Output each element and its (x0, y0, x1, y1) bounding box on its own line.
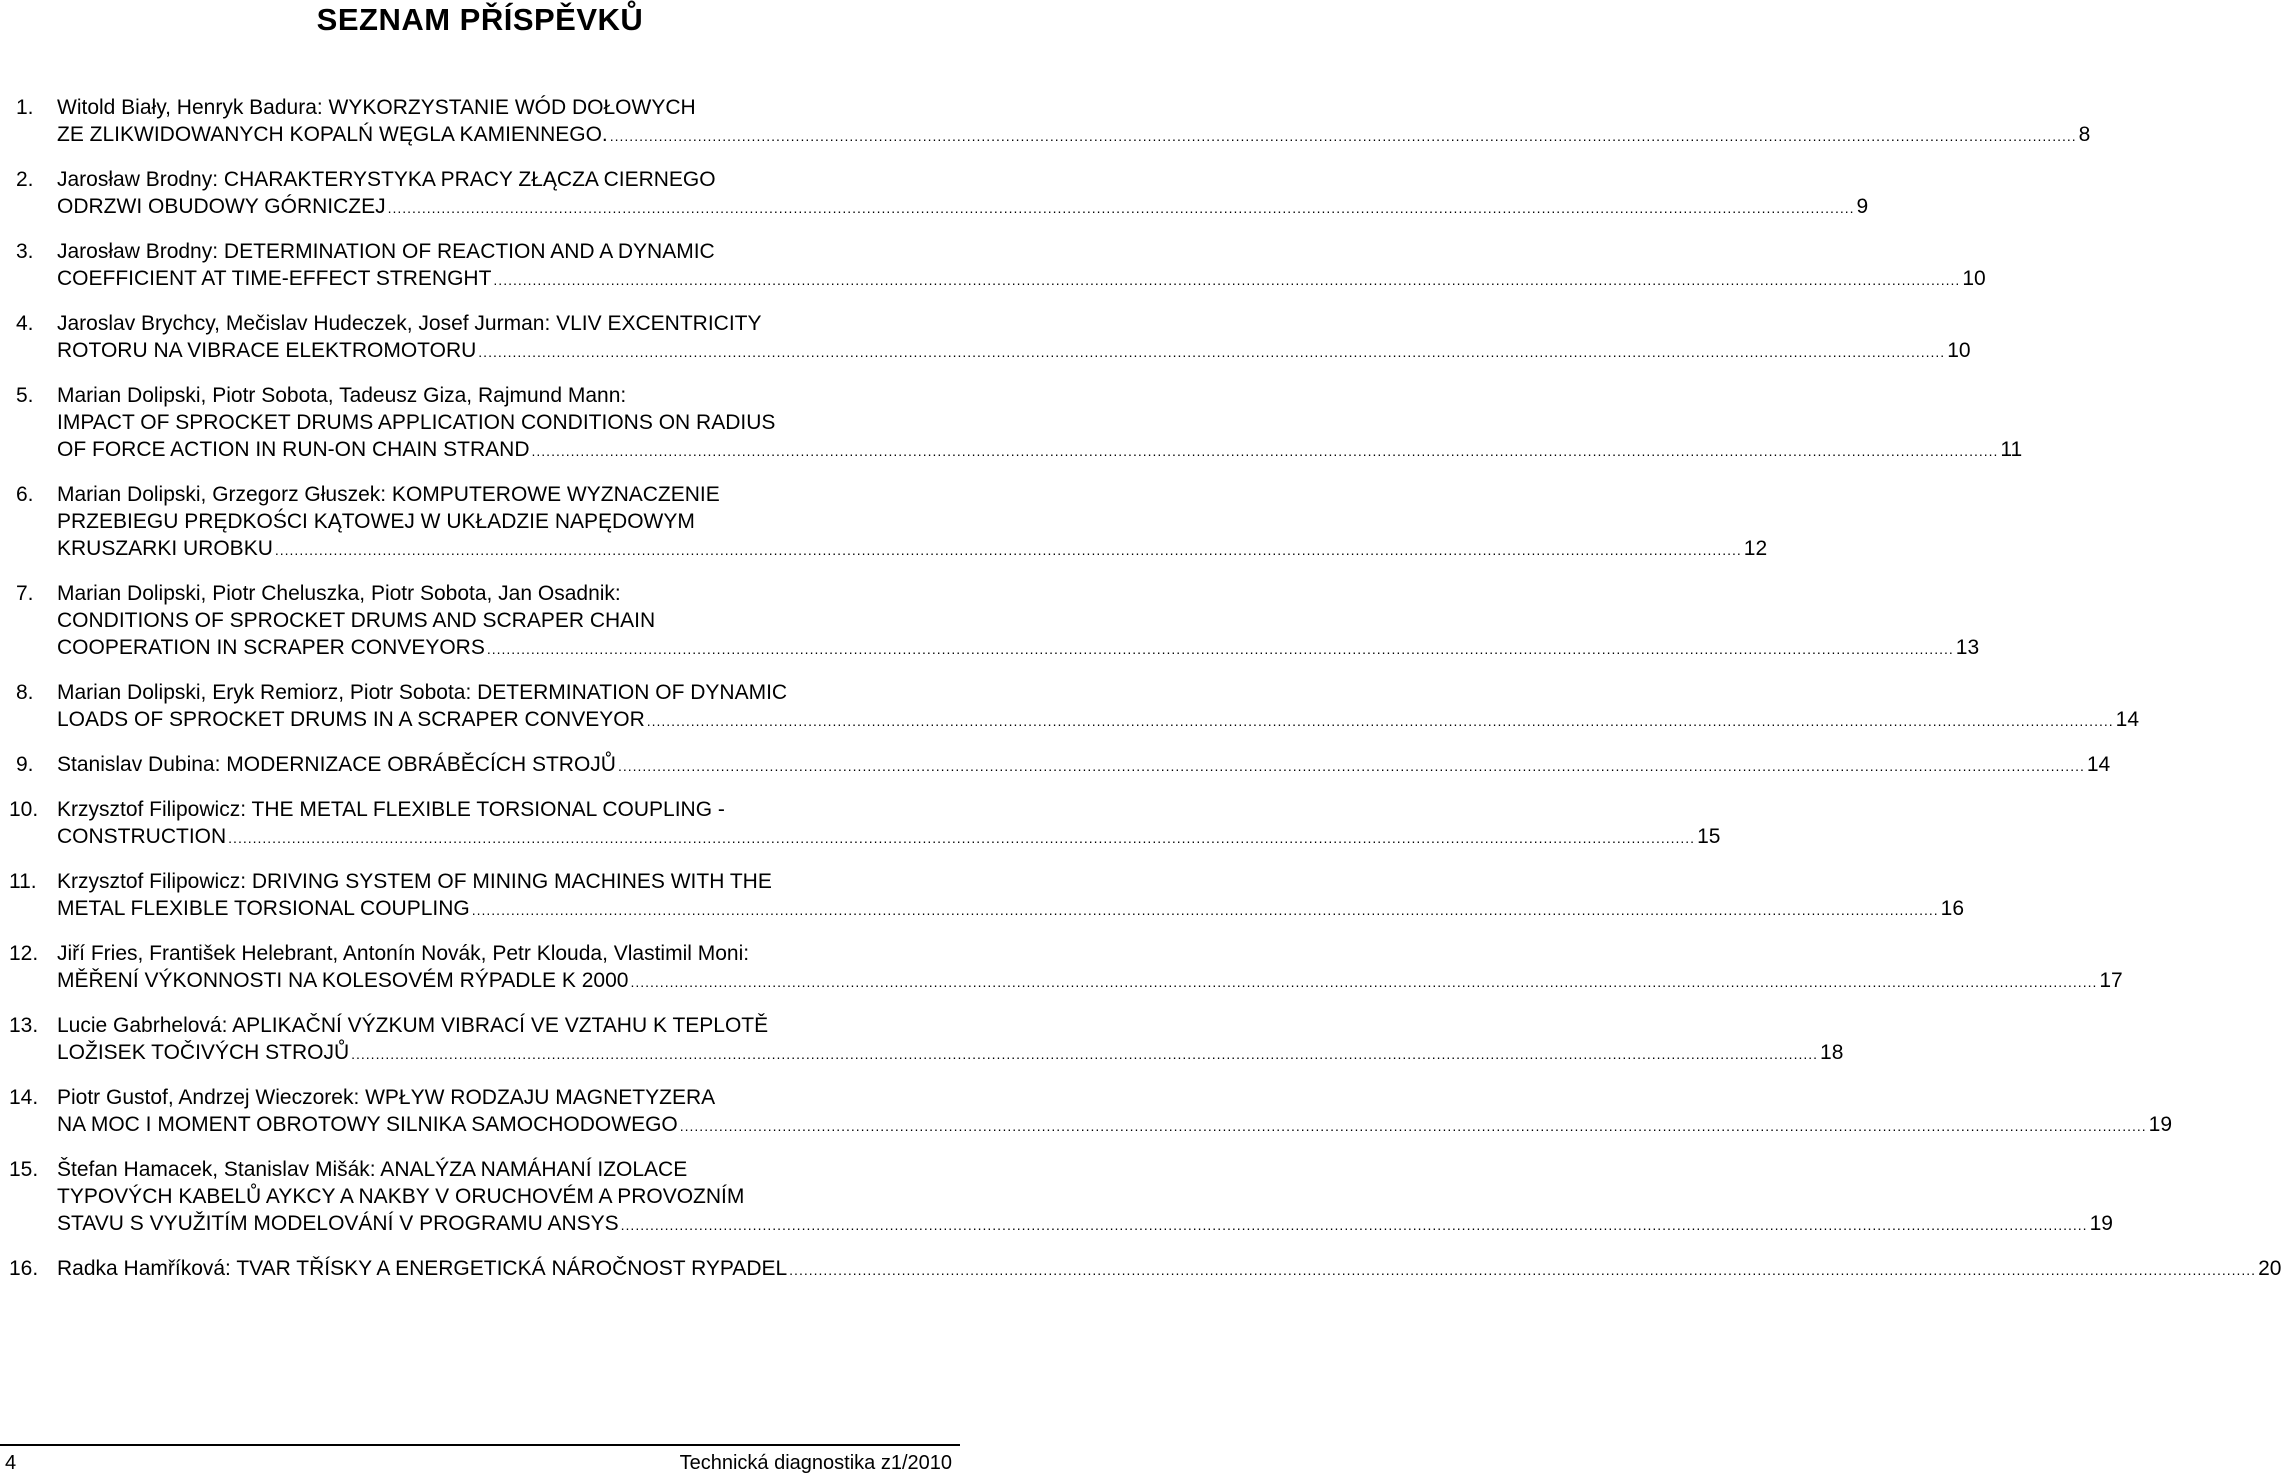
toc-entry-number: 7. (16, 582, 34, 605)
dot-leader: ............................................................................................................................................................................................................................................................................................................ (679, 1118, 2147, 1134)
toc-entry-line: Marian Dolipski, Piotr Cheluszka, Piotr Sobota, Jan Osadnik: (57, 582, 621, 605)
dot-leader: ............................................................................................................................................................................................................................................................................................................ (478, 344, 1946, 360)
dot-leader: ............................................................................................................................................................................................................................................................................................................ (493, 272, 1961, 288)
toc-entry-line: PRZEBIEGU PRĘDKOŚCI KĄTOWEJ W UKŁADZIE NAPĘDOWYM (57, 510, 695, 533)
toc-entry (0, 1012, 1844, 1068)
toc-entry (0, 166, 1869, 222)
toc-entry-number: 5. (16, 384, 34, 407)
toc-entry-line: Krzysztof Filipowicz: THE METAL FLEXIBLE TORSIONAL COUPLING - (57, 798, 725, 821)
toc-entry-number: 15. (9, 1158, 39, 1181)
toc-entry-number: 6. (16, 483, 34, 506)
dot-leader: ............................................................................................................................................................................................................................................................................................................ (630, 974, 2098, 990)
toc-entry-line: Piotr Gustof, Andrzej Wieczorek: WPŁYW RODZAJU MAGNETYZERA (57, 1086, 716, 1109)
dot-leader: ............................................................................................................................................................................................................................................................................................................ (471, 902, 1939, 918)
toc-entry-page: 8 (2078, 123, 2091, 146)
toc-entry-page: 19 (2089, 1212, 2113, 1235)
footer-divider (0, 1444, 960, 1446)
page-title: SEZNAM PŘÍSPĚVKŮ (316, 2, 644, 37)
toc-entry-line: OF FORCE ACTION IN RUN-ON CHAIN STRAND (57, 438, 530, 461)
toc-entry-page: 13 (1955, 636, 1980, 659)
toc-entry-line: Radka Hamříková: TVAR TŘÍSKY A ENERGETICKÁ NÁROČNOST RYPADEL (57, 1257, 788, 1280)
toc-entry-line: IMPACT OF SPROCKET DRUMS APPLICATION CONDITIONS ON RADIUS (57, 411, 776, 434)
toc-entry-line: TYPOVÝCH KABELŮ AYKCY A NAKBY V ORUCHOVÉM A PROVOZNÍM (57, 1185, 745, 1208)
toc-entry-line: LOŽISEK TOČIVÝCH STROJŮ (57, 1041, 350, 1064)
toc-entry (0, 310, 1971, 366)
toc-entry-page: 14 (2086, 753, 2111, 776)
dot-leader: ............................................................................................................................................................................................................................................................................................................ (228, 830, 1696, 846)
toc-entry-number: 3. (16, 240, 34, 263)
dot-leader: ............................................................................................................................................................................................................................................................................................................ (486, 641, 1954, 657)
toc-entry-line: ODRZWI OBUDOWY GÓRNICZEJ (57, 195, 386, 218)
dot-leader: ............................................................................................................................................................................................................................................................................................................ (617, 758, 2085, 774)
toc-entry (0, 1156, 2113, 1239)
toc-entry-line: LOADS OF SPROCKET DRUMS IN A SCRAPER CONVEYOR (57, 708, 645, 731)
footer-page-number: 4 (5, 1452, 17, 1474)
toc-entry-page: 19 (2148, 1113, 2173, 1136)
toc-entry-number: 4. (16, 312, 34, 335)
toc-entry-number: 16. (9, 1257, 39, 1280)
toc-entry-line: Marian Dolipski, Grzegorz Głuszek: KOMPUTEROWE WYZNACZENIE (57, 483, 720, 506)
toc-entry (0, 238, 1986, 294)
dot-leader: ............................................................................................................................................................................................................................................................................................................ (789, 1262, 2257, 1278)
toc-entry-page: 20 (2258, 1257, 2281, 1280)
toc-entry (0, 382, 2023, 465)
toc-entry-number: 1. (16, 96, 34, 119)
toc-entry (0, 796, 1721, 852)
toc-entry-line: MĚŘENÍ VÝKONNOSTI NA KOLESOVÉM RÝPADLE K 2000 (57, 969, 629, 992)
toc-entry (0, 679, 2139, 735)
toc-entry (0, 868, 1964, 924)
toc-entry-line: Jiří Fries, František Helebrant, Antonín Novák, Petr Klouda, Vlastimil Moni: (57, 942, 750, 965)
toc-entry-line: Štefan Hamacek, Stanislav Mišák: ANALÝZA NAMÁHANÍ IZOLACE (57, 1158, 688, 1181)
dot-leader: ............................................................................................................................................................................................................................................................................................................ (351, 1046, 1819, 1062)
toc-entry (0, 580, 1980, 663)
dot-leader: ............................................................................................................................................................................................................................................................................................................ (646, 713, 2114, 729)
toc-entry-number: 13. (9, 1014, 39, 1037)
toc-entry-line: Marian Dolipski, Piotr Sobota, Tadeusz Giza, Rajmund Mann: (57, 384, 627, 407)
toc-entry-page: 16 (1940, 897, 1964, 920)
toc-entry-line: CONSTRUCTION (57, 825, 227, 848)
toc-entry-page: 17 (2099, 969, 2123, 992)
toc-entry-page: 11 (2000, 438, 2023, 461)
toc-entry-line: Jaroslav Brychcy, Mečislav Hudeczek, Josef Jurman: VLIV EXCENTRICITY (57, 312, 762, 335)
toc-entry-line: STAVU S VYUŽITÍM MODELOVÁNÍ V PROGRAMU ANSYS (57, 1212, 619, 1235)
toc-entry-number: 2. (16, 168, 34, 191)
toc-entry-page: 10 (1962, 267, 1986, 290)
footer-publication: Technická diagnostika z1/2010 (679, 1452, 952, 1474)
dot-leader: ............................................................................................................................................................................................................................................................................................................ (387, 200, 1855, 216)
toc-entry-number: 11. (9, 870, 37, 893)
toc-entry-line: Jarosław Brodny: DETERMINATION OF REACTION AND A DYNAMIC (57, 240, 715, 263)
toc-entry-line: ZE ZLIKWIDOWANYCH KOPALŃ WĘGLA KAMIENNEGO. (57, 123, 608, 146)
dot-leader: ............................................................................................................................................................................................................................................................................................................ (609, 128, 2077, 144)
toc-entry-line: COEFFICIENT AT TIME-EFFECT STRENGHT (57, 267, 492, 290)
dot-leader: ............................................................................................................................................................................................................................................................................................................ (531, 443, 1999, 459)
toc-entry-line: Krzysztof Filipowicz: DRIVING SYSTEM OF MINING MACHINES WITH THE (57, 870, 772, 893)
toc-entry-page: 9 (1856, 195, 1869, 218)
dot-leader: ............................................................................................................................................................................................................................................................................................................ (274, 542, 1742, 558)
toc-entry-page: 12 (1743, 537, 1768, 560)
toc-entry (0, 94, 2091, 150)
toc-entry-line: KRUSZARKI UROBKU (57, 537, 273, 560)
toc-entry (0, 1084, 2173, 1140)
toc-entry-line: METAL FLEXIBLE TORSIONAL COUPLING (57, 897, 470, 920)
toc-entry-line: ROTORU NA VIBRACE ELEKTROMOTORU (57, 339, 477, 362)
table-of-contents (0, 94, 2281, 1300)
toc-entry-number: 8. (16, 681, 34, 704)
toc-entry-page: 10 (1947, 339, 1971, 362)
toc-entry-line: CONDITIONS OF SPROCKET DRUMS AND SCRAPER CHAIN (57, 609, 656, 632)
toc-entry-line: Jarosław Brodny: CHARAKTERYSTYKA PRACY ZŁĄCZA CIERNEGO (57, 168, 716, 191)
toc-entry (0, 751, 2111, 780)
dot-leader: ............................................................................................................................................................................................................................................................................................................ (620, 1217, 2088, 1233)
toc-entry-page: 18 (1820, 1041, 1844, 1064)
toc-entry-line: Stanislav Dubina: MODERNIZACE OBRÁBĚCÍCH STROJŮ (57, 753, 616, 776)
toc-entry-line: COOPERATION IN SCRAPER CONVEYORS (57, 636, 485, 659)
toc-entry-line: Witold Biały, Henryk Badura: WYKORZYSTANIE WÓD DOŁOWYCH (57, 96, 696, 119)
toc-entry-line: Lucie Gabrhelová: APLIKAČNÍ VÝZKUM VIBRACÍ VE VZTAHU K TEPLOTĚ (57, 1014, 769, 1037)
toc-entry (0, 481, 1768, 564)
toc-entry-number: 14. (9, 1086, 39, 1109)
toc-entry-number: 12. (9, 942, 39, 965)
toc-entry-page: 15 (1697, 825, 1721, 848)
toc-entry-line: NA MOC I MOMENT OBROTOWY SILNIKA SAMOCHODOWEGO (57, 1113, 678, 1136)
toc-entry (0, 940, 2123, 996)
toc-entry-number: 9. (16, 753, 34, 776)
toc-entry-line: Marian Dolipski, Eryk Remiorz, Piotr Sobota: DETERMINATION OF DYNAMIC (57, 681, 788, 704)
toc-entry (0, 1255, 2281, 1284)
toc-entry-page: 14 (2115, 708, 2139, 731)
toc-entry-number: 10. (9, 798, 39, 821)
